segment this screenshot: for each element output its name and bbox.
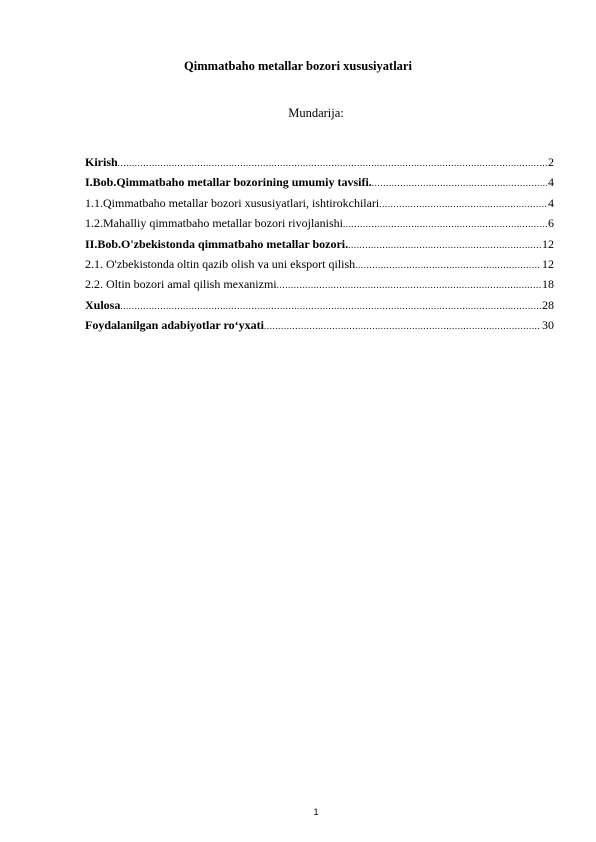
toc-entry-text: 1.1.Qimmatbaho metallar bozori xususiyatlari, ishtirokchilari [85,195,380,210]
toc-entry-section-1-2[interactable] [85,213,554,233]
toc-dot-leader [348,235,541,255]
toc-page-number: 4 [548,195,554,210]
toc-dot-leader [264,316,541,336]
page-title: Qimmatbaho metallar bozori xususiyatlari [184,59,412,73]
toc-dot-leader [120,296,541,316]
toc-page-number: 28 [542,297,554,312]
contents-heading: Mundarija: [288,106,344,120]
toc-page-number: 2 [548,155,554,169]
toc-entry-text: 2.1. O'zbekistonda oltin qazib olish va uni eksport qilish [85,256,356,271]
toc-entry-chapter-2[interactable] [85,234,554,254]
toc-dot-leader [277,275,541,295]
toc-entry-text: I.Bob.Qimmatbaho metallar bozorining umumiy tavsifi. [85,175,372,190]
table-of-contents [85,152,554,336]
toc-entry-chapter-1[interactable] [85,172,554,192]
page-number: 1 [313,807,319,817]
toc-entry-kirish[interactable] [85,152,554,172]
toc-dot-leader [355,255,541,275]
toc-entry-text: Xulosa [85,297,121,312]
toc-entry-section-2-2[interactable] [85,274,554,294]
toc-page-number: 18 [542,277,554,292]
toc-entry-text: 1.2.Mahalliy qimmatbaho metallar bozori rivojlanishi [85,216,343,231]
toc-entry-text: Kirish [85,155,118,169]
toc-page-number: 12 [542,256,554,271]
toc-dot-leader [118,153,547,173]
toc-page-number: 12 [542,236,554,251]
toc-entry-references[interactable] [85,315,554,335]
toc-page-number: 4 [548,175,554,190]
toc-entry-text: II.Bob.O'zbekistonda qimmatbaho metallar bozori. [85,236,349,251]
toc-entry-section-1-1[interactable] [85,193,554,213]
toc-page-number: 6 [548,216,554,231]
toc-entry-xulosa[interactable] [85,295,554,315]
toc-entry-section-2-1[interactable] [85,254,554,274]
toc-entry-text: 2.2. Oltin bozori amal qilish mexanizmi [85,277,277,292]
toc-dot-leader [379,194,547,214]
toc-page-number: 30 [542,318,554,333]
toc-dot-leader [343,214,547,234]
toc-dot-leader [372,173,547,193]
toc-entry-text: Foydalanilgan adabiyotlar ro‘yxati [85,318,264,333]
